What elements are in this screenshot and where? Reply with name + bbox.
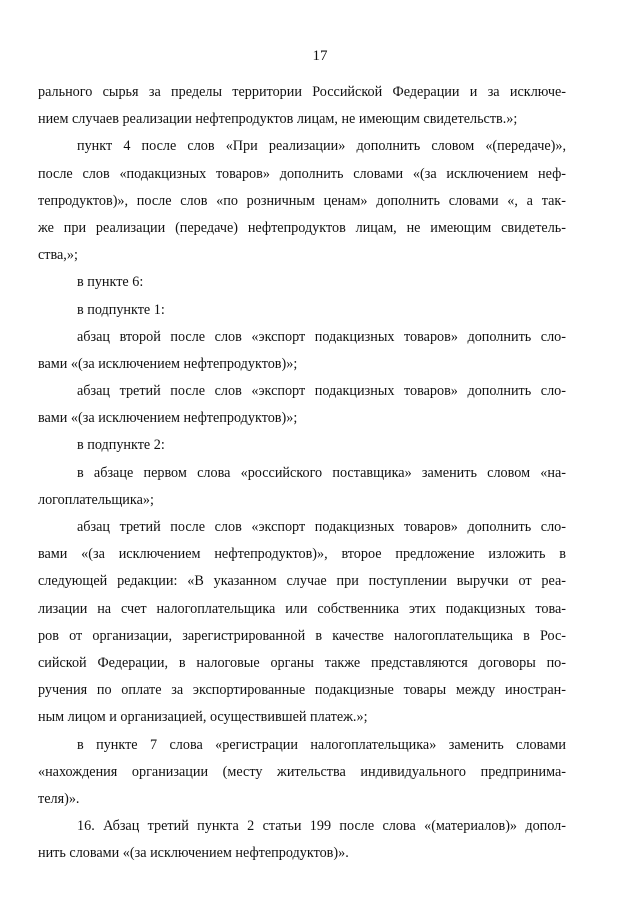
- text-line: же при реализации (передаче) нефтепродуктов лицам, не имеющим свидетель-: [38, 219, 566, 236]
- text-line: следующей редакции: «В указанном случае при поступлении выручки от реа-: [38, 573, 566, 590]
- text-line: «нахождения организации (месту жительства индивидуального предпринима-: [38, 763, 566, 780]
- text-line: ным лицом и организацией, осуществившей платеж.»;: [38, 709, 368, 726]
- text-line: ручения по оплате за экспортированные подакцизные товары между иностран-: [38, 682, 566, 699]
- text-line: после слов «подакцизных товаров» дополнить словами «(за исключением неф-: [38, 165, 566, 182]
- text-line: ства,»;: [38, 247, 78, 264]
- text-line: нием случаев реализации нефтепродуктов лицам, не имеющим свидетельств.»;: [38, 111, 518, 128]
- text-line: в подпункте 1:: [77, 301, 165, 318]
- text-line: лизации на счет налогоплательщика или собственника этих подакцизных това-: [38, 600, 566, 617]
- text-line: логоплательщика»;: [38, 491, 154, 508]
- text-line: рального сырья за пределы территории Российской Федерации и за исключе-: [38, 84, 566, 100]
- text-line: ров от организации, зарегистрированной в качестве налогоплательщика в Рос-: [38, 627, 566, 644]
- text-line: в абзаце первом слова «российского поставщика» заменить словом «на-: [77, 464, 566, 481]
- text-line: теля)».: [38, 790, 80, 807]
- text-line: нить словами «(за исключением нефтепродуктов)».: [38, 845, 349, 862]
- text-line: 16. Абзац третий пункта 2 статьи 199 после слова «(материалов)» допол-: [77, 818, 566, 835]
- text-line: вами «(за исключением нефтепродуктов)», второе предложение изложить в: [38, 546, 566, 563]
- text-line: тепродуктов)», после слов «по розничным ценам» дополнить словами «, а так-: [38, 192, 566, 209]
- text-line: в подпункте 2:: [77, 437, 165, 454]
- text-line: сийской Федерации, в налоговые органы также представляются договоры по-: [38, 654, 566, 671]
- text-line: абзац третий после слов «экспорт подакцизных товаров» дополнить сло-: [77, 383, 566, 400]
- text-line: вами «(за исключением нефтепродуктов)»;: [38, 410, 298, 427]
- text-line: пункт 4 после слов «При реализации» дополнить словом «(передаче)»,: [77, 138, 566, 155]
- text-line: абзац второй после слов «экспорт подакцизных товаров» дополнить сло-: [77, 328, 566, 345]
- text-line: в пункте 6:: [77, 274, 144, 291]
- text-line: абзац третий после слов «экспорт подакцизных товаров» дополнить сло-: [77, 519, 566, 535]
- text-line: в пункте 7 слова «регистрации налогоплательщика» заменить словами: [77, 736, 566, 753]
- page-number: 17: [312, 48, 328, 64]
- document-body: [38, 84, 566, 872]
- text-line: вами «(за исключением нефтепродуктов)»;: [38, 355, 298, 372]
